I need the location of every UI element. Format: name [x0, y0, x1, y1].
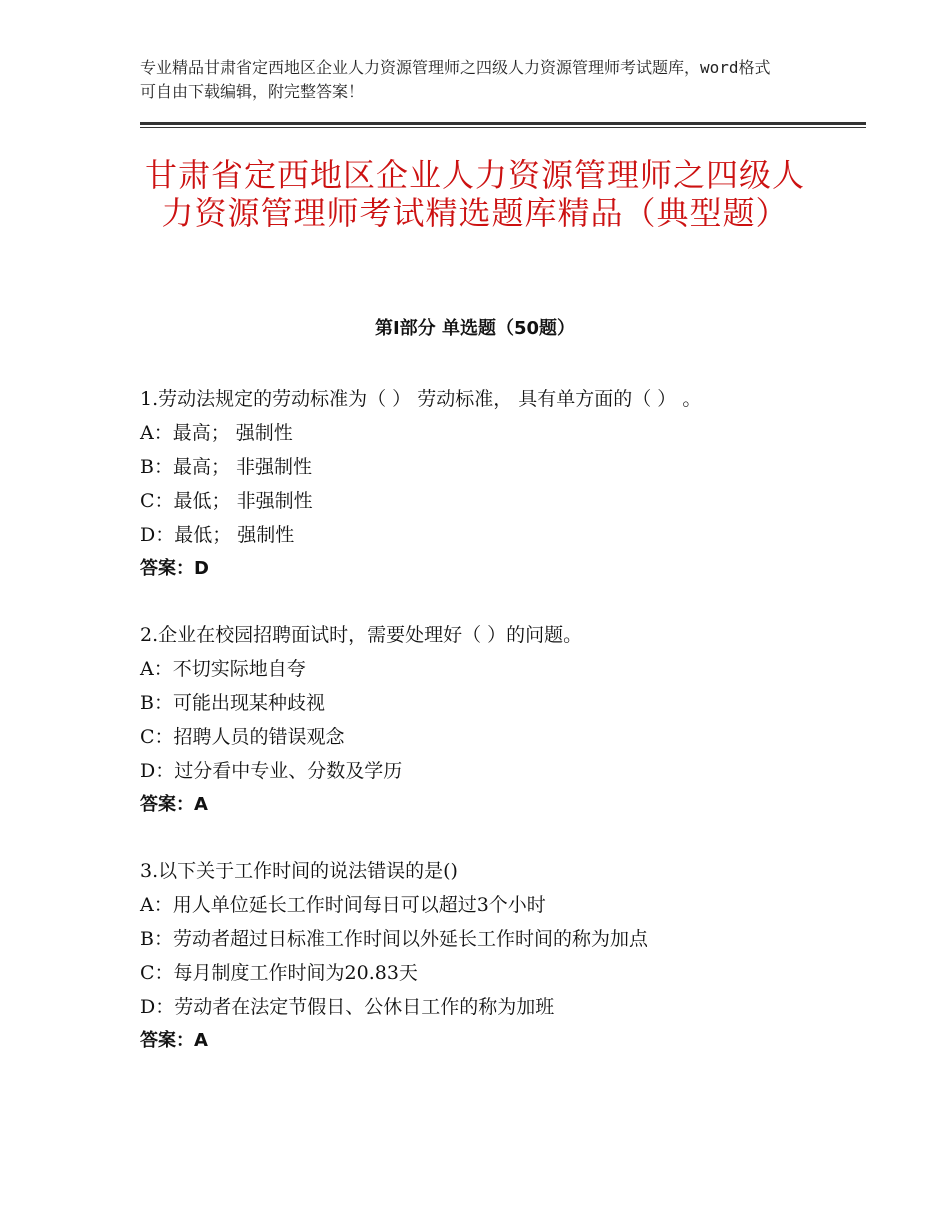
question-list [140, 382, 840, 1090]
question-stem: 1.劳动法规定的劳动标准为（ ） 劳动标准， 具有单方面的（ ） 。 [140, 388, 702, 410]
option-c: C：最低； 非强制性 [140, 490, 313, 512]
option-a: A：不切实际地自夸 [140, 658, 306, 680]
answer-line [140, 1024, 840, 1058]
answer-value: A [194, 1030, 208, 1051]
answer-label: 答案： [140, 1030, 194, 1051]
header-divider-thin [140, 127, 866, 128]
option-d: D：过分看中专业、分数及学历 [140, 760, 403, 782]
question-stem: 2.企业在校园招聘面试时，需要处理好（ ）的问题。 [140, 624, 583, 646]
option-d: D：最低； 强制性 [140, 524, 295, 546]
option-a: A：用人单位延长工作时间每日可以超过3个小时 [140, 894, 546, 916]
option-d: D：劳动者在法定节假日、公休日工作的称为加班 [140, 996, 555, 1018]
section-heading: 第Ⅰ部分 单选题（50题） [374, 318, 575, 339]
document-title: 甘肃省定西地区企业人力资源管理师之四级人力资源管理师考试精选题库精品（典型题） [144, 156, 805, 232]
answer-line [140, 788, 840, 822]
answer-label: 答案： [140, 558, 194, 579]
option-b: B：劳动者超过日标准工作时间以外延长工作时间的称为加点 [140, 928, 648, 950]
option-b: B：可能出现某种歧视 [140, 692, 325, 714]
option-c: C：招聘人员的错误观念 [140, 726, 345, 748]
header-note: 专业精品甘肃省定西地区企业人力资源管理师之四级人力资源管理师考试题库，word格式可自由下载编辑，附完整答案！ [140, 58, 771, 101]
question-stem: 3.以下关于工作时间的说法错误的是() [140, 860, 458, 882]
answer-value: A [194, 794, 208, 815]
question-1 [140, 382, 840, 586]
question-2 [140, 618, 840, 822]
option-c: C：每月制度工作时间为20.83天 [140, 962, 418, 984]
answer-line [140, 552, 840, 586]
option-a: A：最高； 强制性 [140, 422, 293, 444]
answer-label: 答案： [140, 794, 194, 815]
question-3 [140, 854, 840, 1058]
option-b: B：最高； 非强制性 [140, 456, 313, 478]
header-divider-thick [140, 122, 866, 125]
answer-value: D [194, 558, 209, 579]
